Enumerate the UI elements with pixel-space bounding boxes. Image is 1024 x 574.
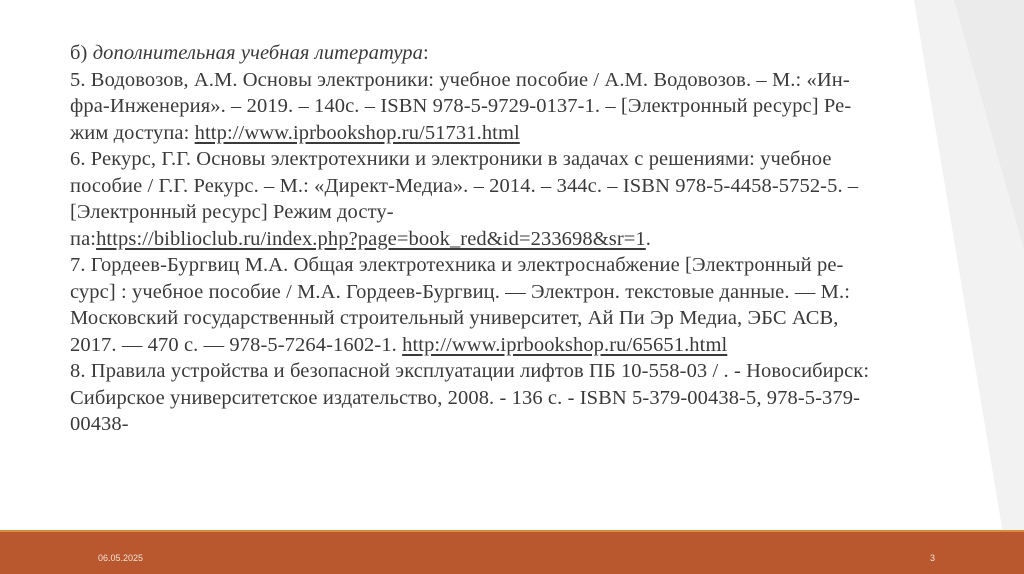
- ref-6-line-2: пособие / Г.Г. Рекурс. – М.: «Директ-Медиа». – 2014. – 344с. – ISBN 978-5-4458-5752-5. –: [70, 174, 859, 197]
- ref-7-line-1: 7. Гордеев-Бургвиц М.А. Общая электротехника и электроснабжение [Электронный ре-: [70, 254, 844, 276]
- ref-7-line-3: Московский государственный строительный университет, Ай Пи Эр Медиа, ЭБС АСВ,: [70, 307, 839, 329]
- ref-5-line-1: 5. Водовозов, А.М. Основы электроники: учебное пособие / А.М. Водовозов. – М.: «Ин-: [70, 68, 850, 91]
- section-heading-italic: дополнительная учебная литература: [92, 42, 423, 64]
- slide-number: 3: [930, 553, 936, 563]
- ref-7-link[interactable]: http://www.iprbookshop.ru/65651.html: [402, 333, 728, 356]
- ref-8-line-3: 00438-: [70, 413, 129, 435]
- ref-5-line-2: фра-Инженерия». – 2019. – 140с. – ISBN 978-5-9729-0137-1. – [Электронный ресурс] Ре-: [70, 95, 852, 117]
- ref-7-line-2: сурс] : учебное пособие / М.А. Гордеев-Бургвиц. — Электрон. текстовые данные. — М.:: [70, 280, 850, 303]
- ref-6-line-3: [Электронный ресурс] Режим досту-: [70, 201, 394, 223]
- ref-8-line-2: Сибирское университетское издательство, 2008. - 136 с. - ISBN 5-379-00438-5, 978-5-379-: [70, 386, 861, 409]
- ref-5-link[interactable]: http://www.iprbookshop.ru/51731.html: [194, 121, 520, 144]
- footer-bar: [0, 532, 1024, 574]
- section-heading: б) дополнительная учебная литература:: [70, 42, 429, 64]
- footer-date: 06.05.2025: [98, 553, 144, 563]
- ref-8-line-1: 8. Правила устройства и безопасной эксплуатации лифтов ПБ 10-558-03 / . - Новосибирск:: [70, 360, 870, 382]
- ref-6-link[interactable]: https://biblioclub.ru/index.php?page=book_red&id=233698&sr=1: [96, 227, 646, 250]
- ref-6-line-1: 6. Рекурс, Г.Г. Основы электротехники и электроники в задачах с решениями: учебное: [70, 148, 832, 170]
- ref-5-line-3: жим доступа: http://www.iprbookshop.ru/51731.html: [70, 121, 520, 144]
- ref-7-line-4: 2017. — 470 с. — 978-5-7264-1602-1. http://www.iprbookshop.ru/65651.html: [70, 333, 728, 356]
- bibliography-text: [70, 40, 970, 438]
- ref-6-line-4: па:https://biblioclub.ru/index.php?page=book_red&id=233698&sr=1.: [70, 227, 652, 250]
